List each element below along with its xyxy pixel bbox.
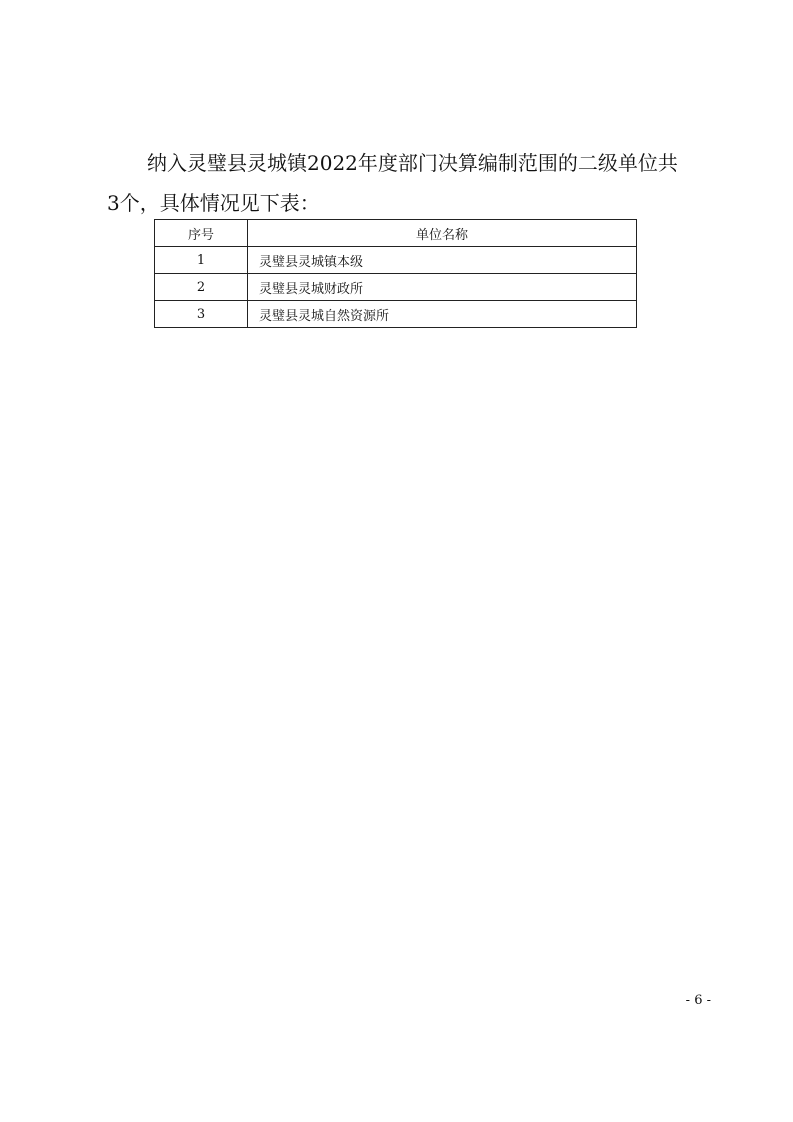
table-header-row [155,220,637,247]
intro-line-2: 3个，具体情况见下表： [107,191,320,215]
row-unit-name: 灵璧县灵城镇本级 [248,247,637,274]
table-row [155,247,637,274]
secondary-units-table [154,219,637,328]
intro-line-1: 纳入灵璧县灵城镇2022年度部门决算编制范围的二级单位共 [147,151,678,175]
table-row [155,274,637,301]
table-row [155,301,637,328]
row-seq: 2 [155,274,248,301]
row-unit-name: 灵璧县灵城自然资源所 [248,301,637,328]
intro-paragraph [107,143,707,223]
row-seq: 3 [155,301,248,328]
row-unit-name: 灵璧县灵城财政所 [248,274,637,301]
header-unit-name: 单位名称 [248,220,637,247]
page-number: - 6 - [685,993,711,1008]
row-seq: 1 [155,247,248,274]
header-seq: 序号 [155,220,248,247]
